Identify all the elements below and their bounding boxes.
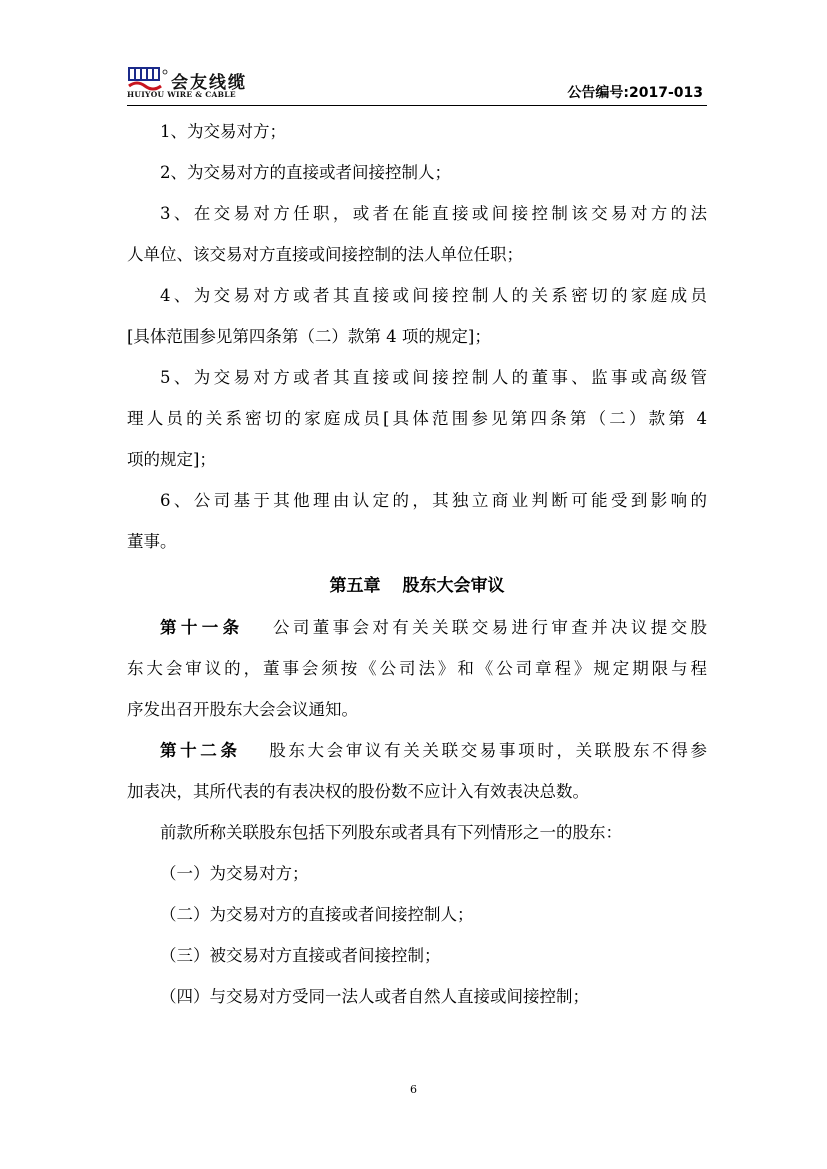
paragraph-line: [具体范围参见第四条第（二）款第 4 项的规定]； xyxy=(127,327,491,346)
announcement-number: 公告编号:2017-013 xyxy=(567,85,703,101)
paragraph-line: 序发出召开股东大会会议通知。 xyxy=(127,700,358,719)
list-item: （二）为交易对方的直接或者间接控制人； xyxy=(160,905,474,924)
paragraph-line: 人单位、该交易对方直接或间接控制的法人单位任职； xyxy=(127,245,523,264)
list-item: （一）为交易对方； xyxy=(160,864,309,883)
paragraph-line: 5、为交易对方或者其直接或间接控制人的董事、监事或高级管 xyxy=(160,368,707,387)
paragraph-line: 1、为交易对方； xyxy=(160,122,286,141)
page-header xyxy=(127,60,707,106)
chapter-heading xyxy=(127,562,707,607)
list-item: （四）与交易对方受同一法人或者自然人直接或间接控制； xyxy=(160,987,589,1006)
paragraph-line: 加表决，其所代表的有表决权的股份数不应计入有效表决总数。 xyxy=(127,782,589,801)
list-item: （三）被交易对方直接或者间接控制； xyxy=(160,946,441,965)
paragraph-line: 2、为交易对方的直接或者间接控制人； xyxy=(160,163,451,182)
article-12-heading: 第十二条 xyxy=(160,741,241,760)
company-logo xyxy=(127,66,287,102)
logo-english-name: HUIYOU WIRE & CABLE xyxy=(127,90,236,99)
paragraph-line: 理人员的关系密切的家庭成员[具体范围参见第四条第（二）款第 4 xyxy=(127,409,707,428)
article-12-text: 股东大会审议有关关联交易事项时，关联股东不得参 xyxy=(266,741,708,760)
paragraph-line: 6、公司基于其他理由认定的，其独立商业判断可能受到影响的 xyxy=(160,491,707,510)
document-body xyxy=(127,111,707,1017)
paragraph-line: 3、在交易对方任职，或者在能直接或间接控制该交易对方的法 xyxy=(160,204,707,223)
paragraph-line: 4、为交易对方或者其直接或间接控制人的关系密切的家庭成员 xyxy=(160,286,707,305)
paragraph-line: 东大会审议的，董事会须按《公司法》和《公司章程》规定期限与程 xyxy=(127,659,707,678)
article-12-line xyxy=(127,730,707,771)
logo-chinese-name: 会友线缆 xyxy=(171,73,247,93)
chapter-title: 股东大会审议 xyxy=(402,576,505,596)
article-11-text: 公司董事会对有关关联交易进行审查并决议提交股 xyxy=(269,618,708,637)
paragraph-line: 董事。 xyxy=(127,532,177,551)
page-number: 6 xyxy=(410,1083,417,1096)
paragraph-line: 项的规定]； xyxy=(127,450,216,469)
paragraph-line: 前款所称关联股东包括下列股东或者具有下列情形之一的股东： xyxy=(160,823,622,842)
article-11-heading: 第十一条 xyxy=(160,618,244,637)
article-11-line xyxy=(127,607,707,648)
chapter-number: 第五章 xyxy=(329,576,381,596)
